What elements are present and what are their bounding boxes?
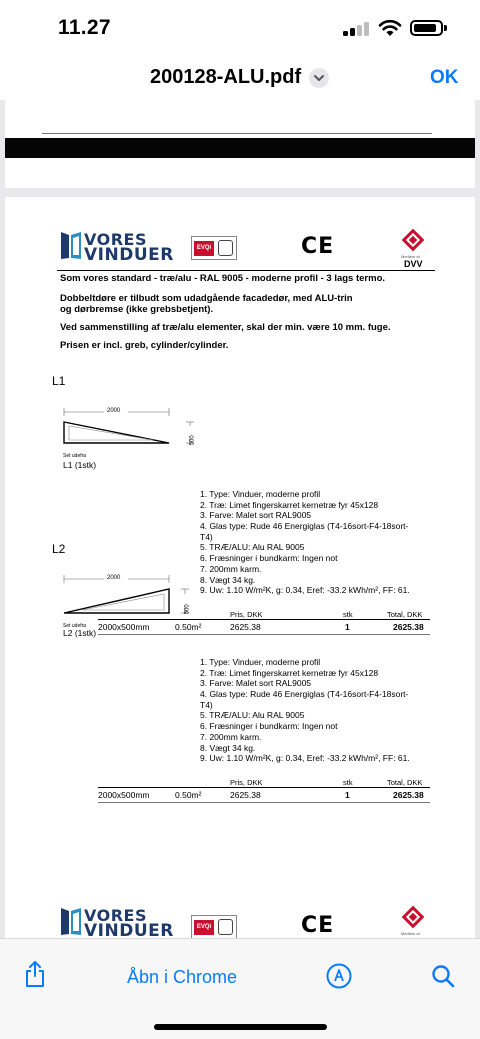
open-in-chrome-button[interactable]: Åbn i Chrome (127, 967, 238, 987)
spec-line: 1. Type: Vinduer, moderne profil (200, 657, 321, 667)
spec-line: 4. Glas type: Rude 46 Energiglas (T4-16sort-F4-18sort- (200, 689, 409, 700)
row-rule (98, 787, 430, 788)
share-icon[interactable] (24, 961, 46, 987)
spec-line: 2. Træ: Limet fingerskarret kernetræ fyr 45x128 (200, 499, 379, 510)
pdf-page-next (5, 873, 475, 938)
status-time: 11.27 (58, 16, 111, 39)
row-rule (98, 634, 430, 635)
pdf-page (5, 197, 475, 938)
qty-value: 1 (345, 790, 350, 800)
spec-line: 7. 200mm karm. (200, 563, 262, 574)
spec-line: 2. Træ: Limet fingerskarret kernetræ fyr 45x128 (200, 667, 379, 678)
spec-line: 8. Vægt 34 kg. (200, 742, 256, 753)
evq-certification-badge: EVQi (191, 236, 237, 260)
home-indicator (154, 1024, 327, 1030)
redacted-block (5, 138, 475, 158)
height-dimension: 500 (184, 604, 191, 615)
area-value: 0.50m² (175, 622, 202, 632)
row-rule (98, 802, 430, 803)
total-header: Total, DKK (387, 778, 423, 787)
view-note: Set udefra (63, 623, 87, 629)
document-title[interactable]: 200128-ALU.pdf (150, 66, 302, 88)
spec-line: T4) (200, 531, 213, 542)
item-label: L2 (1stk) (63, 628, 97, 638)
qty-header: stk (343, 778, 353, 787)
ce-mark: CE (301, 234, 335, 259)
view-note: Set udefra (63, 453, 87, 459)
dvv-logo: Medlem af (397, 909, 429, 938)
price-header: Pris, DKK (230, 778, 263, 787)
certification-mark-icon (218, 919, 233, 935)
vores-vinduer-mark-icon (60, 906, 82, 936)
spec-line: 7. 200mm karm. (200, 731, 262, 742)
cellular-signal-icon (343, 22, 369, 36)
intro-line: Prisen er incl. greb, cylinder/cylinder. (60, 340, 229, 351)
width-dimension: 2000 (107, 575, 121, 581)
vores-vinduer-mark-icon (60, 230, 82, 260)
qty-header: stk (343, 610, 353, 619)
spec-line: 4. Glas type: Rude 46 Energiglas (T4-16sort-F4-18sort- (200, 521, 409, 532)
total-value: 2625.38 (393, 790, 424, 800)
intro-line: Som vores standard - træ/alu - RAL 9005 - moderne profil - 3 lags termo. (60, 273, 386, 284)
total-value: 2625.38 (393, 622, 424, 632)
chevron-down-icon[interactable] (309, 68, 329, 88)
width-dimension: 2000 (107, 408, 121, 414)
battery-icon (410, 20, 443, 36)
price-value: 2625.38 (230, 622, 261, 632)
dvv-logo: Medlem af DVV (397, 232, 429, 270)
item-label: L1 (1stk) (63, 460, 97, 470)
price-value: 2625.38 (230, 790, 261, 800)
size-value: 2000x500mm (98, 622, 150, 632)
intro-line: Dobbeltdøre er tilbudt som udadgående facadedør, med ALU-trin (60, 293, 353, 304)
navigation-bar (0, 58, 480, 100)
intro-line: Ved sammenstilling af træ/alu elementer, skal der min. være 10 mm. fuge. (60, 322, 391, 333)
spec-line: 9. Uw: 1.10 W/m²K, g: 0.34, Eref: -33.2 kWh/m², FF: 61. (200, 753, 410, 764)
search-icon[interactable] (431, 964, 455, 988)
area-value: 0.50m² (175, 790, 202, 800)
spec-line: 5. TRÆ/ALU: Alu RAL 9005 (200, 542, 305, 553)
spec-line: 9. Uw: 1.10 W/m²K, g: 0.34, Eref: -33.2 kWh/m², FF: 61. (200, 585, 410, 596)
divider (42, 133, 432, 134)
spec-line: 1. Type: Vinduer, moderne profil (200, 489, 321, 499)
intro-line: og dørbremse (ikke grebsbetjent). (60, 304, 214, 315)
ce-mark: CE (301, 913, 335, 938)
certification-mark-icon (218, 240, 233, 256)
price-header: Pris, DKK (230, 610, 263, 619)
total-header: Total, DKK (387, 610, 423, 619)
pdf-page-previous (5, 100, 475, 188)
header-rule (57, 270, 435, 271)
height-dimension: 500 (189, 435, 196, 446)
spec-list (200, 657, 410, 764)
spec-list (200, 489, 410, 596)
pdf-viewer[interactable] (0, 100, 480, 938)
vores-vinduer-logo: VORES VINDUER (60, 906, 150, 938)
item-title: L1 (52, 374, 66, 388)
spec-line: 3. Farve: Malet sort RAL9005 (200, 678, 312, 689)
spec-line: 5. TRÆ/ALU: Alu RAL 9005 (200, 710, 305, 721)
spec-line: T4) (200, 699, 213, 710)
spec-line: 6. Fræsninger i bundkarm: Ingen not (200, 553, 338, 564)
qty-value: 1 (345, 622, 350, 632)
wifi-icon (378, 19, 402, 37)
spec-line: 3. Farve: Malet sort RAL9005 (200, 510, 312, 521)
spec-line: 8. Vægt 34 kg. (200, 574, 256, 585)
vores-vinduer-logo: VORES VINDUER (60, 230, 150, 264)
status-bar (0, 0, 480, 58)
markup-pen-icon[interactable] (326, 963, 352, 989)
item-title: L2 (52, 542, 66, 556)
ok-button[interactable]: OK (430, 67, 459, 88)
evq-certification-badge: EVQi (191, 915, 237, 938)
size-value: 2000x500mm (98, 790, 150, 800)
spec-line: 6. Fræsninger i bundkarm: Ingen not (200, 721, 338, 732)
